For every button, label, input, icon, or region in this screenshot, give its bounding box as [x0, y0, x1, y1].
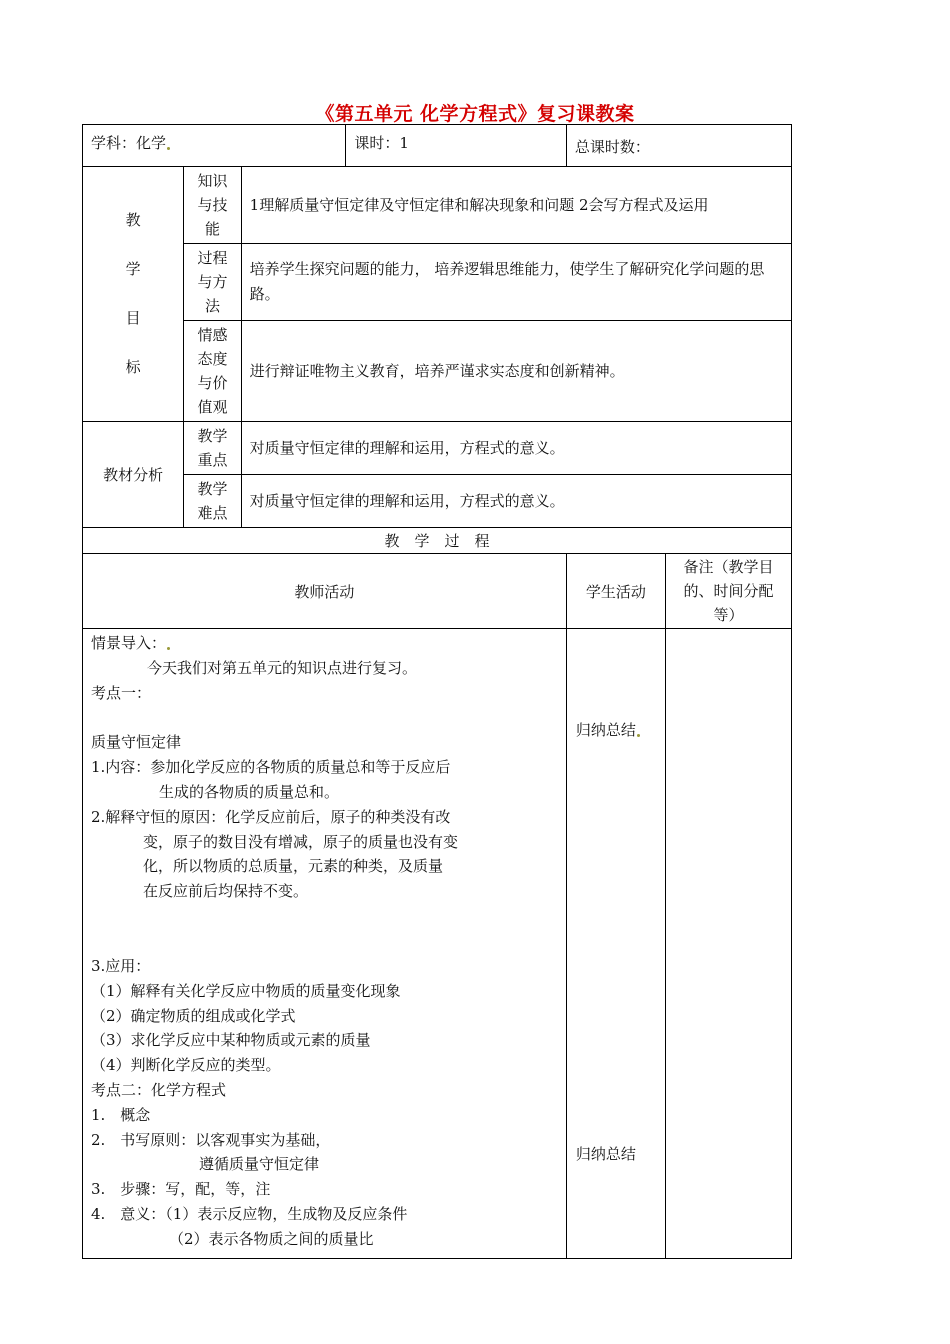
analysis-row-key	[83, 422, 792, 475]
objective-row-attitude	[83, 321, 792, 422]
page-title: 《第五单元 化学方程式》复习课教案	[315, 103, 635, 125]
student-activity-cell	[566, 629, 665, 1259]
text-line: 遵循质量守恒定律	[199, 1155, 320, 1174]
analysis-sub-label: 教学 重点	[184, 422, 241, 475]
text-line: 4. 意义：（1）表示反应物，生成物及反应条件	[91, 1204, 408, 1223]
text-line: 3.应用：	[91, 956, 151, 975]
objective-row-knowledge	[83, 167, 792, 244]
subject-text: 学科：化学	[91, 134, 167, 152]
text-line: 1. 概念	[91, 1105, 151, 1124]
subject-cell	[83, 125, 346, 167]
text-line: （1）解释有关化学反应中物质的质量变化现象	[91, 981, 401, 1000]
teacher-activity-cell	[83, 629, 567, 1259]
analysis-content: 对质量守恒定律的理解和运用，方程式的意义。	[241, 475, 791, 528]
lesson-plan-table	[82, 124, 792, 1259]
objective-sub-label: 过程 与方 法	[184, 244, 241, 321]
objective-row-process	[83, 244, 792, 321]
total-periods-cell: 总课时数：	[566, 125, 791, 167]
text-line: 变，原子的数目没有增减，原子的质量也没有变	[143, 832, 459, 851]
text-line: （4）判断化学反应的类型。	[91, 1056, 281, 1075]
objective-content: 培养学生探究问题的能力， 培养逻辑思维能力，使学生了解研究化学问题的思路。	[241, 244, 791, 321]
text-line: 今天我们对第五单元的知识点进行复习。	[147, 658, 418, 677]
objective-sub-label: 情感 态度 与价 值观	[184, 321, 241, 422]
analysis-row-difficulty	[83, 475, 792, 528]
header-row	[83, 125, 792, 167]
text-line: 质量守恒定律	[91, 733, 182, 752]
analysis-content: 对质量守恒定律的理解和运用，方程式的意义。	[241, 422, 791, 475]
text-line: 在反应前后均保持不变。	[143, 882, 309, 901]
student-activity-text: 归纳总结	[575, 1145, 636, 1163]
text-line: 1.内容：参加化学反应的各物质的质量总和等于反应后	[91, 758, 451, 777]
objective-content: 1理解质量守恒定律及守恒定律和解决现象和问题 2会写方程式及运用	[241, 167, 791, 244]
process-heading-row	[83, 528, 792, 554]
text-line: 生成的各物质的质量总和。	[159, 782, 340, 801]
objectives-label: 教 学 目 标	[83, 167, 184, 422]
teacher-activity-heading: 教师活动	[83, 554, 567, 629]
objective-sub-label: 知识 与技 能	[184, 167, 241, 244]
text-line: 考点二：化学方程式	[91, 1080, 227, 1099]
text-line: 2. 书写原则：以客观事实为基础，	[91, 1130, 331, 1149]
text-line: 2.解释守恒的原因：化学反应前后，原子的种类没有改	[91, 807, 451, 826]
process-columns-row	[83, 554, 792, 629]
note-cell	[665, 629, 791, 1259]
process-heading: 教 学 过 程	[83, 528, 792, 554]
text-line: 情景导入：	[91, 631, 560, 656]
text-line: 考点一：	[91, 683, 152, 702]
text-line: （3）求化学反应中某种物质或元素的质量	[91, 1031, 371, 1050]
analysis-label: 教材分析	[83, 422, 184, 528]
text-line: （2）表示各物质之间的质量比	[169, 1229, 374, 1248]
period-cell: 课时：1	[346, 125, 567, 167]
student-activity-heading: 学生活动	[566, 554, 665, 629]
note-heading: 备注（教学目 的、时间分配 等）	[665, 554, 791, 629]
process-content-row	[83, 629, 792, 1259]
text-line: 3. 步骤：写，配，等，注	[91, 1180, 271, 1199]
analysis-sub-label: 教学 难点	[184, 475, 241, 528]
objective-content: 进行辩证唯物主义教育，培养严谨求实态度和创新精神。	[241, 321, 791, 422]
text-line: （2）确定物质的组成或化学式	[91, 1006, 296, 1025]
text-line: 化，所以物质的总质量，元素的种类，及质量	[143, 857, 444, 876]
student-activity-text: 归纳总结	[576, 719, 640, 740]
